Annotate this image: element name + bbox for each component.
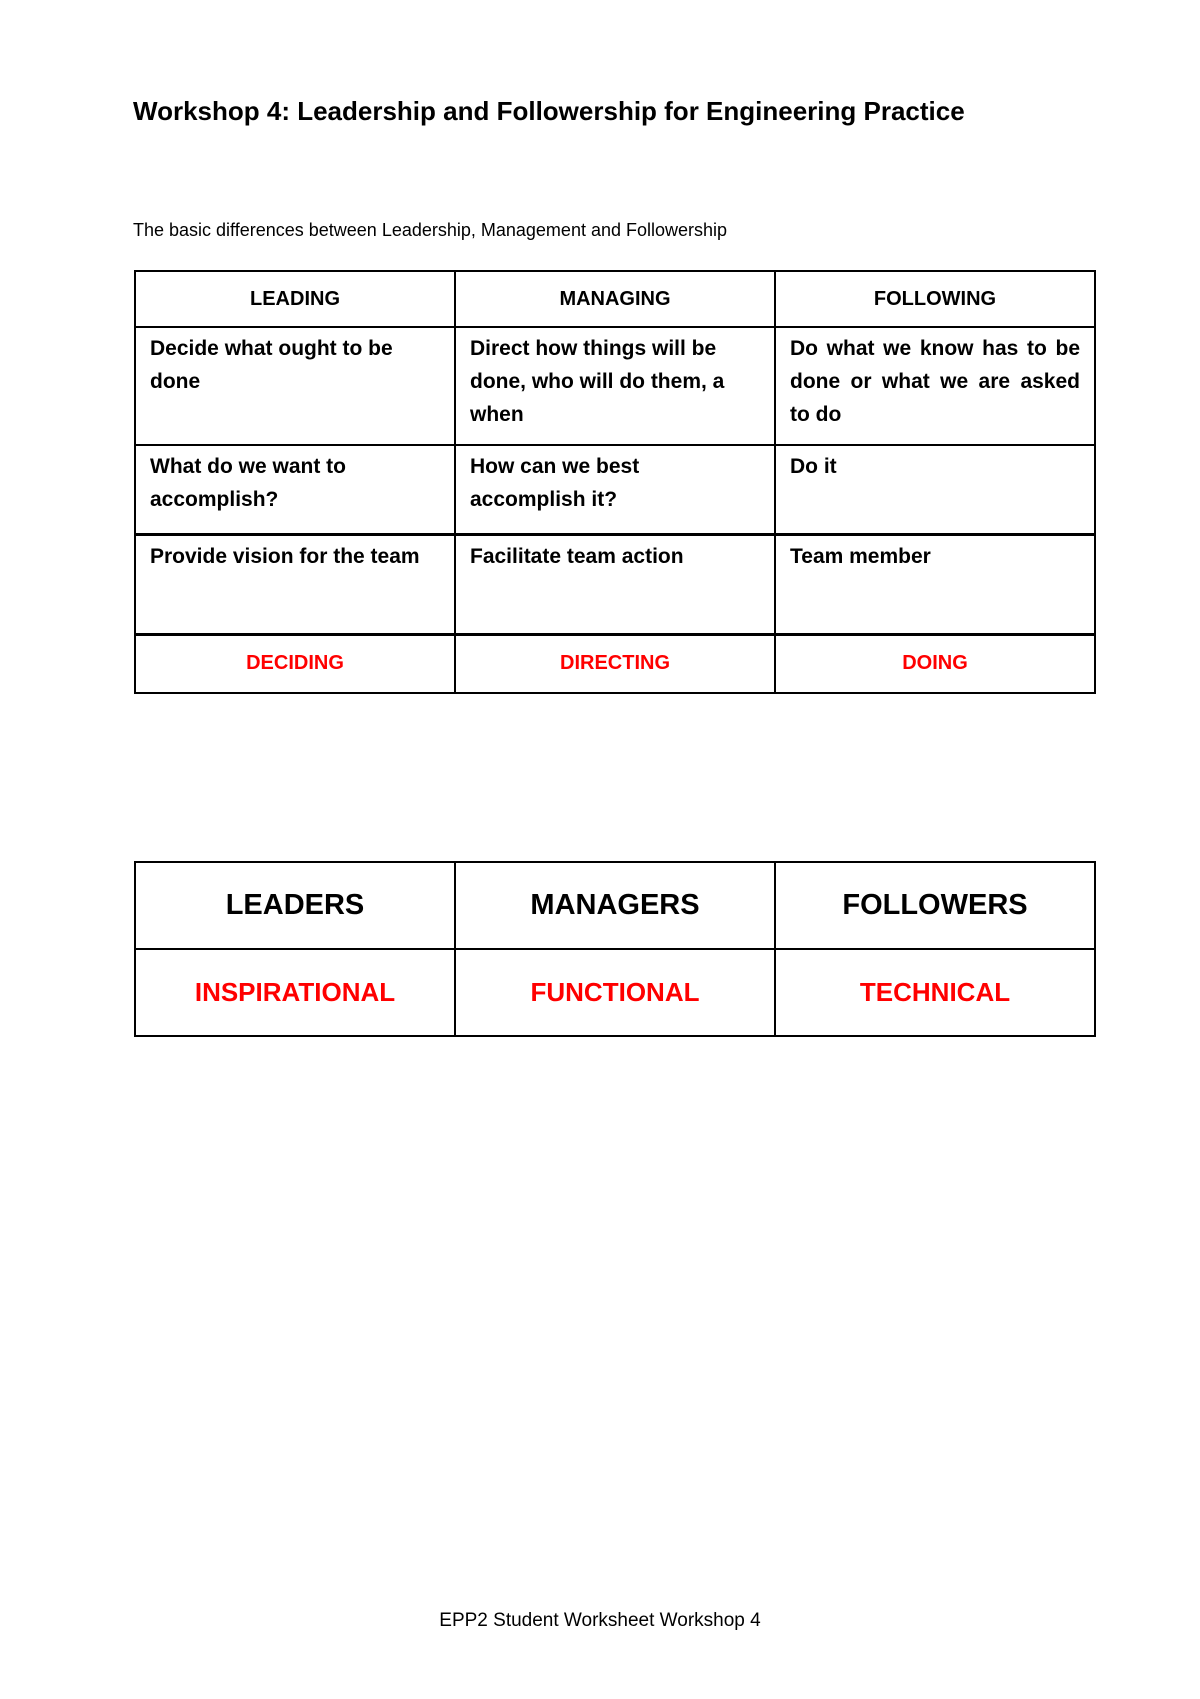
page-title <box>133 96 965 127</box>
title-prefix: Workshop 4: <box>133 96 290 126</box>
table-row <box>135 949 1095 1036</box>
table-row <box>135 445 1095 534</box>
table-cell: How can we best accomplish it? <box>455 445 775 534</box>
footer-deciding: DECIDING <box>135 634 455 693</box>
value-technical: TECHNICAL <box>775 949 1095 1036</box>
table-cell: Direct how things will be done, who will do them, a when <box>455 327 775 445</box>
table-cell: Facilitate team action <box>455 534 775 634</box>
intro-text: The basic differences between Leadership, Management and Followership <box>133 220 728 240</box>
table-row <box>135 327 1095 445</box>
table-cell: Do what we know has to be done or what we are asked to do <box>775 327 1095 445</box>
table-cell: Decide what ought to be done <box>135 327 455 445</box>
header-leading: LEADING <box>135 271 455 327</box>
header-managing: MANAGING <box>455 271 775 327</box>
table-cell: Do it <box>775 445 1095 534</box>
header-managers: MANAGERS <box>455 862 775 949</box>
table-footer-row <box>135 634 1095 693</box>
roles-table <box>134 861 1096 1037</box>
header-followers: FOLLOWERS <box>775 862 1095 949</box>
value-functional: FUNCTIONAL <box>455 949 775 1036</box>
footer-doing: DOING <box>775 634 1095 693</box>
footer-directing: DIRECTING <box>455 634 775 693</box>
value-inspirational: INSPIRATIONAL <box>135 949 455 1036</box>
header-following: FOLLOWING <box>775 271 1095 327</box>
table-cell: Provide vision for the team <box>135 534 455 634</box>
title-rest: Leadership and Followership for Engineering Practice <box>289 96 965 126</box>
table-cell: What do we want to accomplish? <box>135 445 455 534</box>
header-leaders: LEADERS <box>135 862 455 949</box>
table-cell: Team member <box>775 534 1095 634</box>
table-header-row <box>135 862 1095 949</box>
page-footer: EPP2 Student Worksheet Workshop 4 <box>439 1610 761 1631</box>
table-header-row <box>135 271 1095 327</box>
differences-table <box>134 270 1096 694</box>
table-row <box>135 534 1095 634</box>
